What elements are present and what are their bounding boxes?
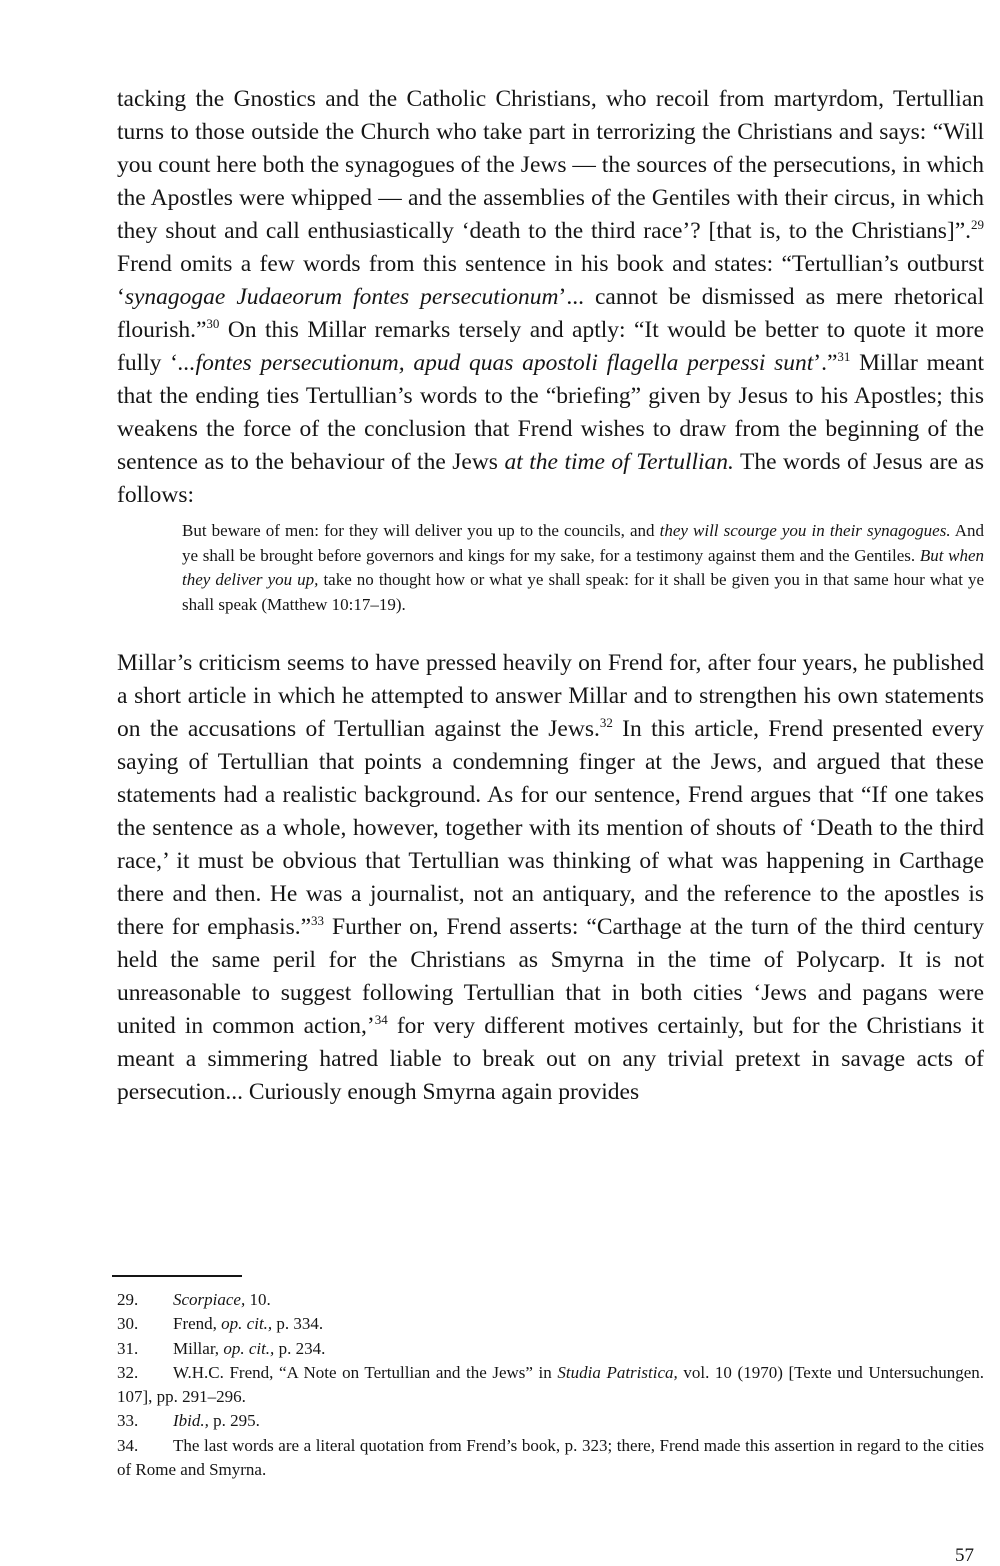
text-span: tacking the Gnostics and the Catholic Christians, who recoil from martyrdom, Tertullian turns to those outside the Church who take part in terrorizing the Christians and says: “Will you count here both the synagogues of the Jews — the sources of the persecutions, in which the Apostles were whipped — and the assemblies of the Gentiles with their circus, in which they shout and call enthusiastically ‘death to the third race’? [that is, to the Christians]”.	[117, 86, 984, 244]
footnote-text: p. 334.	[272, 1314, 324, 1334]
page-body	[117, 83, 984, 1109]
text-span: In this article, Frend presented every saying of Tertullian that points a condemning finger at the Jews, and argued that these statements had a realistic background. As for our sentence, Frend argues that “If one takes the sentence as a whole, however, together with its mention of shouts of ‘Death to the third race,’ it must be obvious that Tertullian was thinking of what was happening in Carthage there and then. He was a journalist, not an antiquary, and the reference to the apostles is there for emphasis.”	[117, 716, 984, 940]
footnote-31	[117, 1337, 984, 1361]
paragraph-second	[117, 647, 984, 1109]
footnote-title: Ibid.,	[173, 1411, 209, 1431]
footnote-text: W.H.C. Frend, “A Note on Tertullian and the Jews” in	[173, 1362, 558, 1382]
text-span: Millar’s criticism seems to have pressed heavily on Frend for, after four years, he published a short article in which he attempted to answer Millar and to strengthen his own statements on the accusations of Tertullian against the Jews.	[117, 650, 984, 742]
footnote-text: Millar,	[173, 1338, 224, 1358]
footnote-number: 34.	[117, 1435, 139, 1455]
footnote-ref-32[interactable]: 32	[599, 715, 613, 731]
emphasis: at the time of Tertullian.	[504, 449, 734, 475]
text-span: And ye shall be brought before governors and kings for my sake, for a testimony against them and the Gentiles.	[182, 521, 984, 565]
footnote-33	[117, 1409, 984, 1433]
footnote-text: p. 234.	[274, 1338, 326, 1358]
text-span: Millar meant that the ending ties Tertullian’s words to the “briefing” given by Jesus to his Apostles; this weakens the force of the conclusion that Frend wishes to draw from the beginning of the sentence as to the behaviour of the Jews	[117, 350, 984, 475]
text-span: ’... cannot be dismissed as mere rhetorical flourish.”	[117, 284, 985, 343]
emphasis: But when they deliver you up,	[182, 545, 984, 589]
footnote-text: 10.	[245, 1290, 271, 1309]
footnote-title: Scorpiace,	[173, 1290, 246, 1309]
text-span: Frend omits a few words from this sentence in his book and states: “Tertullian’s outburst ‘	[117, 251, 984, 310]
emphasis: they will scourge you in their synagogues.	[659, 521, 951, 540]
latin-quote: synagogae Judaeorum fontes persecutionum	[124, 284, 559, 310]
text-span: ’.”	[813, 350, 838, 376]
footnote-title: op. cit.,	[223, 1338, 275, 1358]
footnote-number: 30.	[117, 1314, 139, 1334]
text-span: Further on, Frend asserts: “Carthage at the turn of the third century held the same peril for the Christians as Smyrna in the time of Polycarp. It is not unreasonable to suggest following Tertullian that in both cities ‘Jews and pagans were united in common action,’	[117, 914, 984, 1039]
footnote-ref-31[interactable]: 31	[837, 349, 851, 365]
text-span: for very different motives certainly, but for the Christians it meant a simmering hatred liable to break out on any trivial pretext in savage acts of persecution... Curiously enough Smyrna again provides	[117, 1013, 984, 1105]
footnote-ref-33[interactable]: 33	[311, 913, 325, 929]
text-span: take no thought how or what ye shall speak: for it shall be given you in that same hour what ye shall speak (Matthew 10:17–19).	[182, 570, 984, 614]
block-quote	[182, 519, 984, 617]
footnote-number: 31.	[117, 1338, 139, 1358]
footnote-34	[117, 1434, 984, 1483]
footnote-title: Studia Patristica,	[557, 1362, 678, 1382]
footnotes	[117, 1288, 984, 1482]
text-span: On this Millar remarks tersely and aptly: “It would be better to quote it more fully ‘	[117, 317, 984, 376]
footnote-text: Frend,	[173, 1314, 222, 1334]
paragraph-main	[117, 83, 984, 512]
footnote-title: op. cit.,	[221, 1314, 273, 1334]
footnote-ref-30[interactable]: 30	[206, 316, 220, 332]
footnote-number: 33.	[117, 1411, 139, 1431]
footnote-29	[117, 1288, 984, 1312]
footnote-number: 29.	[117, 1290, 139, 1309]
page-number: 57	[955, 1545, 974, 1566]
footnote-separator	[112, 1275, 242, 1277]
footnote-ref-29[interactable]: 29	[971, 217, 984, 233]
footnote-30	[117, 1312, 984, 1336]
latin-quote: ...fontes persecutionum, apud quas apostoli flagella perpessi sunt	[177, 350, 814, 376]
footnote-text: The last words are a literal quotation from Frend’s book, p. 323; there, Frend made this assertion in regard to the cities of Rome and Smyrna.	[117, 1435, 984, 1480]
footnote-text: vol. 10 (1970) [Texte und Untersuchungen. 107], pp. 291–296.	[117, 1362, 984, 1407]
footnote-number: 32.	[117, 1362, 139, 1382]
footnote-32	[117, 1361, 984, 1410]
text-span: The words of Jesus are as follows:	[117, 449, 984, 508]
footnote-text: p. 295.	[208, 1411, 260, 1431]
text-span: But beware of men: for they will deliver you up to the councils, and	[182, 521, 660, 540]
footnote-ref-34[interactable]: 34	[374, 1012, 388, 1028]
